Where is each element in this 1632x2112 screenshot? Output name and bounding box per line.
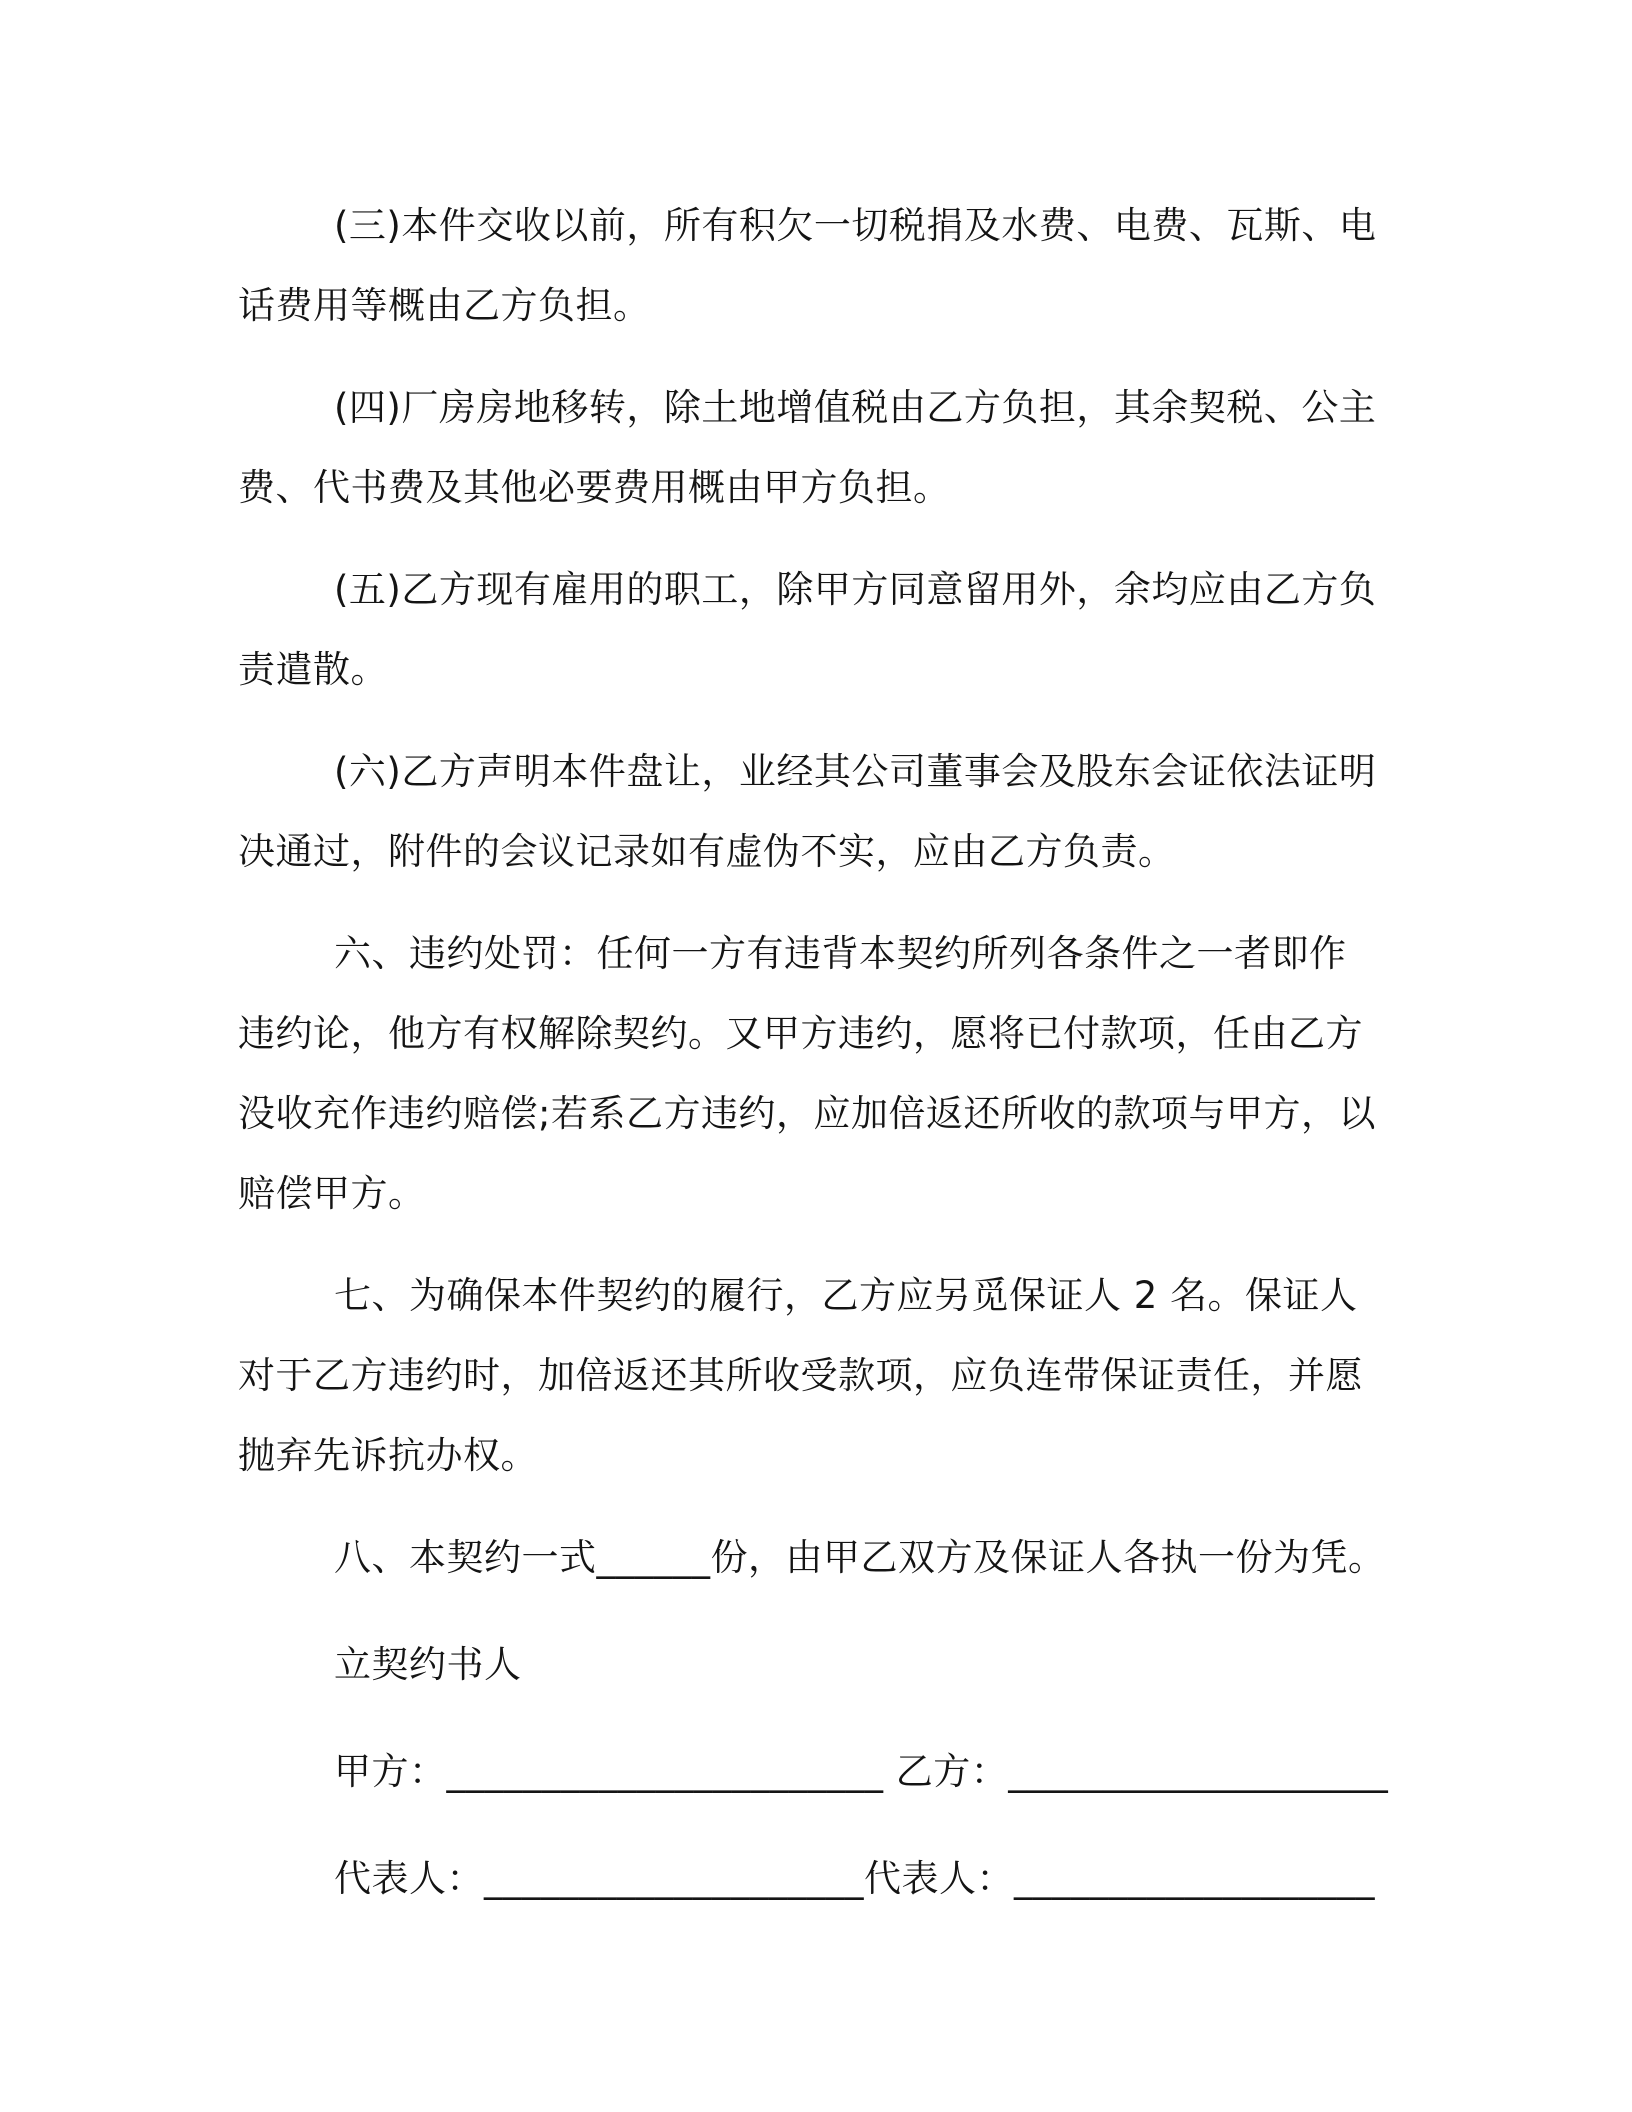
document-body <box>238 186 1389 1946</box>
article-8-copies: 八、本契约一式______份，由甲乙双方及保证人各执一份为凭。 <box>334 1536 1386 1579</box>
clause-4-transfer-fees: (四)厂房房地移转，除土地增值税由乙方负担，其余契税、公主费、代书费及其他必要费用概由甲方负担。 <box>238 386 1377 509</box>
clause-3-taxes-utilities: (三)本件交收以前，所有积欠一切税捐及水费、电费、瓦斯、电话费用等概由乙方负担。 <box>238 204 1377 327</box>
signatory-title: 立契约书人 <box>334 1643 522 1686</box>
clause-6-board-resolution: (六)乙方声明本件盘让，业经其公司董事会及股东会证依法证明决通过，附件的会议记录如有虚伪不实，应由乙方负责。 <box>238 750 1377 873</box>
representative-signature-line: 代表人：____________________代表人：___________________ <box>334 1857 1375 1900</box>
article-7-guarantors: 七、为确保本件契约的履行，乙方应另觅保证人 2 名。保证人对于乙方违约时，加倍返还其所收受款项，应负连带保证责任，并愿抛弃先诉抗办权。 <box>238 1274 1363 1477</box>
clause-5-employees: (五)乙方现有雇用的职工，除甲方同意留用外，余均应由乙方负责遣散。 <box>238 568 1377 691</box>
article-6-breach-penalty: 六、违约处罚：任何一方有违背本契约所列各条件之一者即作违约论，他方有权解除契约。又甲方违约，愿将已付款项，任由乙方没收充作违约赔偿;若系乙方违约，应加倍返还所收的款项与甲方，以赔偿甲方。 <box>238 932 1376 1215</box>
party-signature-line: 甲方：_______________________ 乙方：____________________ <box>334 1750 1389 1793</box>
